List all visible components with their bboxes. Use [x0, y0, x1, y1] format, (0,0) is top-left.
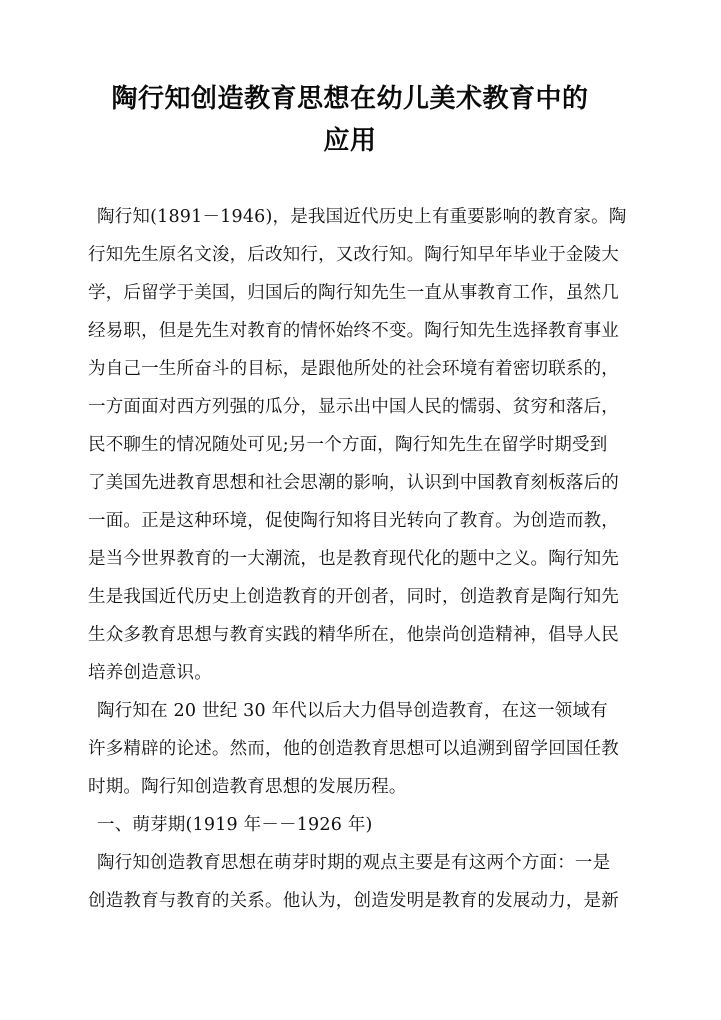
paragraph-1-line-8: 了美国先进教育思想和社会思潮的影响，认识到中国教育刻板落后的 — [88, 473, 619, 493]
paragraph-1-line-10: 是当今世界教育的一大潮流，也是教育现代化的题中之义。陶行知先 — [88, 549, 619, 569]
paragraph-3 — [88, 844, 619, 920]
paragraph-1-line-7: 民不聊生的情况随处可见;另一个方面，陶行知先生在留学时期受到 — [88, 435, 608, 455]
paragraph-3-line-1: 陶行知创造教育思想在萌芽时期的观点主要是有这两个方面：一是 — [97, 853, 611, 873]
paragraph-1-line-6: 一方面面对西方列强的瓜分，显示出中国人民的懦弱、贫穷和落后， — [88, 397, 619, 417]
paragraph-2-line-2: 许多精辟的论述。然而，他的创造教育思想可以追溯到留学回国任教 — [88, 739, 619, 759]
paragraph-3-line-2: 创造教育与教育的关系。他认为，创造发明是教育的发展动力，是新 — [88, 891, 619, 911]
title-line-1: 陶行知创造教育思想在幼儿美术教育中的 — [111, 84, 589, 114]
paragraph-1-line-11: 生是我国近代历史上创造教育的开创者，同时，创造教育是陶行知先 — [88, 587, 619, 607]
paragraph-1-line-1: 陶行知(1891－1946)，是我国近代历史上有重要影响的教育家。陶 — [97, 207, 627, 227]
paragraph-2 — [88, 692, 619, 806]
section-heading-1-text: 一、萌芽期(1919 年－－1926 年) — [97, 815, 373, 835]
paragraph-2-line-1: 陶行知在 20 世纪 30 年代以后大力倡导创造教育，在这一领域有 — [97, 701, 608, 721]
paragraph-1-line-2: 行知先生原名文浚，后改知行，又改行知。陶行知早年毕业于金陵大 — [88, 245, 619, 265]
paragraph-1-line-4: 经易职，但是先生对教育的情怀始终不变。陶行知先生选择教育事业 — [88, 321, 619, 341]
title-line-2: 应用 — [323, 126, 377, 156]
document-body — [88, 198, 627, 920]
paragraph-1-line-9: 一面。正是这种环境，促使陶行知将目光转向了教育。为创造而教， — [88, 511, 619, 531]
page-content-area — [88, 78, 627, 920]
paragraph-1 — [88, 198, 627, 692]
paragraph-1-line-5: 为自己一生所奋斗的目标，是跟他所处的社会环境有着密切联系的， — [88, 359, 619, 379]
page-title — [88, 78, 612, 162]
paragraph-1-line-13: 培养创造意识。 — [88, 663, 212, 683]
section-heading-1 — [88, 806, 612, 844]
paragraph-1-line-12: 生众多教育思想与教育实践的精华所在，他崇尚创造精神，倡导人民 — [88, 625, 619, 645]
paragraph-1-line-3: 学，后留学于美国，归国后的陶行知先生一直从事教育工作，虽然几 — [88, 283, 619, 303]
paragraph-2-line-3: 时期。陶行知创造教育思想的发展历程。 — [88, 777, 407, 797]
